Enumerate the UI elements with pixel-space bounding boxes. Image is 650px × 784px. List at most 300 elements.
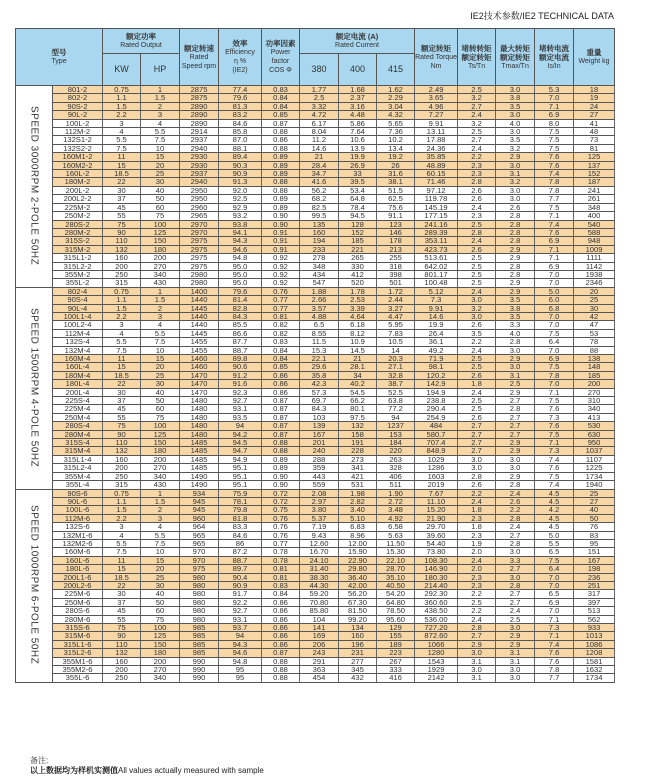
- cell-ts-tn: 2.9: [458, 640, 496, 648]
- cell-weight: 397: [574, 598, 615, 606]
- cell-tmax-tn: 2.8: [496, 220, 535, 228]
- cell-hp: 50: [141, 598, 180, 606]
- cell-type: 200L2-6: [53, 581, 103, 589]
- cell-speed: 945: [180, 497, 219, 505]
- table-row: [16, 624, 615, 632]
- cell-current-380: 11.5: [300, 338, 339, 346]
- cell-kw: 132: [103, 447, 141, 455]
- cell-power-factor: 0.87: [262, 119, 300, 127]
- cell-tmax-tn: 2.8: [496, 212, 535, 220]
- cell-current-415: 7.36: [377, 128, 415, 136]
- cell-current-400: 421: [339, 472, 377, 480]
- cell-weight: 88: [574, 346, 615, 354]
- cell-speed: 2930: [180, 161, 219, 169]
- cell-weight: 1734: [574, 674, 615, 682]
- cell-kw: 37: [103, 598, 141, 606]
- cell-tmax-tn: 2.7: [496, 413, 535, 421]
- cell-type: 160M-4: [53, 355, 103, 363]
- header-ts-en: Ts/Tn: [467, 62, 486, 70]
- cell-tmax-tn: 3.0: [496, 161, 535, 169]
- cell-current-400: 2.82: [339, 497, 377, 505]
- cell-torque: 119.78: [415, 195, 458, 203]
- cell-is-in: 7.5: [535, 128, 574, 136]
- cell-tmax-tn: 2.7: [496, 397, 535, 405]
- cell-current-415: 3.04: [377, 102, 415, 110]
- cell-is-in: 7.6: [535, 153, 574, 161]
- cell-torque: 17.88: [415, 136, 458, 144]
- cell-current-415: 51.5: [377, 186, 415, 194]
- cell-hp: 340: [141, 674, 180, 682]
- cell-speed: 965: [180, 531, 219, 539]
- cell-efficiency: 91.2: [219, 371, 262, 379]
- cell-kw: 30: [103, 186, 141, 194]
- cell-hp: 200: [141, 254, 180, 262]
- cell-weight: 53: [574, 329, 615, 337]
- cell-kw: 55: [103, 212, 141, 220]
- cell-ts-tn: 2.7: [458, 439, 496, 447]
- cell-tmax-tn: 2.9: [496, 245, 535, 253]
- cell-torque: 39.60: [415, 531, 458, 539]
- cell-current-415: 22.10: [377, 556, 415, 564]
- cell-torque: 292.30: [415, 590, 458, 598]
- speed-group-label: [16, 489, 53, 682]
- header-speed-cn: 额定转速: [184, 43, 215, 53]
- cell-ts-tn: 3.2: [458, 304, 496, 312]
- cell-weight: 1734: [574, 472, 615, 480]
- cell-hp: 1: [141, 86, 180, 94]
- cell-current-415: 267: [377, 657, 415, 665]
- cell-power-factor: 0.88: [262, 186, 300, 194]
- cell-current-400: 134: [339, 624, 377, 632]
- cell-efficiency: 79.8: [219, 506, 262, 514]
- cell-weight: 25: [574, 489, 615, 497]
- cell-kw: 3: [103, 321, 141, 329]
- cell-power-factor: 0.83: [262, 581, 300, 589]
- cell-efficiency: 84.6: [219, 119, 262, 127]
- cell-torque: 1286: [415, 464, 458, 472]
- cell-efficiency: 92.0: [219, 186, 262, 194]
- table-row: [16, 388, 615, 396]
- cell-current-380: 8.04: [300, 128, 339, 136]
- cell-hp: 5.5: [141, 531, 180, 539]
- cell-power-factor: 0.86: [262, 388, 300, 396]
- table-row: [16, 304, 615, 312]
- cell-is-in: 7.4: [535, 481, 574, 489]
- note-en: All values actually measured with sample: [118, 766, 264, 775]
- cell-tmax-tn: 3.0: [496, 346, 535, 354]
- cell-current-400: 196: [339, 640, 377, 648]
- cell-weight: 167: [574, 556, 615, 564]
- cell-kw: 110: [103, 439, 141, 447]
- cell-type: 355M2-6: [53, 666, 103, 674]
- cell-kw: 18.5: [103, 170, 141, 178]
- cell-current-380: 243: [300, 649, 339, 657]
- table-row: [16, 102, 615, 110]
- cell-weight: 1632: [574, 666, 615, 674]
- cell-power-factor: 0.81: [262, 573, 300, 581]
- table-row: [16, 186, 615, 194]
- cell-torque: 9.91: [415, 119, 458, 127]
- header-type-cn: 型号: [51, 48, 67, 57]
- cell-efficiency: 94.9: [219, 455, 262, 463]
- cell-tmax-tn: 3.5: [496, 312, 535, 320]
- cell-type: 100L2-4: [53, 321, 103, 329]
- cell-ts-tn: 2.4: [458, 497, 496, 505]
- cell-type: 355M-4: [53, 472, 103, 480]
- cell-type: 90S-2: [53, 102, 103, 110]
- cell-current-400: 14.5: [339, 346, 377, 354]
- cell-current-400: 8.96: [339, 531, 377, 539]
- cell-torque: 14.6: [415, 312, 458, 320]
- cell-hp: 270: [141, 464, 180, 472]
- cell-current-415: 511: [377, 481, 415, 489]
- cell-hp: 340: [141, 472, 180, 480]
- cell-ts-tn: 1.9: [458, 539, 496, 547]
- cell-current-400: 10.9: [339, 338, 377, 346]
- cell-power-factor: 0.89: [262, 153, 300, 161]
- cell-type: 315S-2: [53, 237, 103, 245]
- cell-current-400: 22.90: [339, 556, 377, 564]
- cell-efficiency: 91.6: [219, 380, 262, 388]
- cell-current-415: 27.1: [377, 363, 415, 371]
- cell-torque: 513.61: [415, 254, 458, 262]
- cell-efficiency: 90.4: [219, 573, 262, 581]
- cell-kw: 132: [103, 649, 141, 657]
- cell-weight: 41: [574, 119, 615, 127]
- cell-type: 801-2: [53, 86, 103, 94]
- speed-group-text: SPEED 3000RPM 2-POLE 50HZ: [28, 106, 40, 266]
- table-row: [16, 270, 615, 278]
- cell-weight: 19: [574, 94, 615, 102]
- cell-current-380: 28.4: [300, 161, 339, 169]
- cell-current-415: 155: [377, 632, 415, 640]
- cell-current-380: 35.8: [300, 371, 339, 379]
- cell-hp: 25: [141, 170, 180, 178]
- cell-torque: 1280: [415, 649, 458, 657]
- cell-current-380: 2.08: [300, 489, 339, 497]
- cell-weight: 236: [574, 573, 615, 581]
- cell-current-380: 84.3: [300, 405, 339, 413]
- cell-weight: 588: [574, 228, 615, 236]
- cell-efficiency: 88.7: [219, 556, 262, 564]
- table-row: [16, 581, 615, 589]
- cell-type: 802-4: [53, 287, 103, 295]
- cell-current-415: 38.7: [377, 380, 415, 388]
- cell-efficiency: 91.3: [219, 178, 262, 186]
- cell-current-400: 3.40: [339, 506, 377, 514]
- cell-hp: 2: [141, 304, 180, 312]
- cell-hp: 1: [141, 489, 180, 497]
- header-tmax-en: Tmax/Tn: [501, 62, 529, 70]
- cell-hp: 30: [141, 581, 180, 589]
- cell-is-in: 7.5: [535, 363, 574, 371]
- cell-is-in: 6.9: [535, 355, 574, 363]
- header-hp: HP: [141, 54, 180, 86]
- cell-torque: 872.60: [415, 632, 458, 640]
- cell-current-415: 1.90: [377, 489, 415, 497]
- cell-ts-tn: 2.3: [458, 573, 496, 581]
- cell-efficiency: 94.8: [219, 254, 262, 262]
- cell-efficiency: 94: [219, 632, 262, 640]
- cell-torque: 7.3: [415, 296, 458, 304]
- cell-is-in: 7.0: [535, 573, 574, 581]
- cell-power-factor: 0.84: [262, 94, 300, 102]
- cell-current-400: 56.20: [339, 590, 377, 598]
- cell-kw: 110: [103, 237, 141, 245]
- cell-efficiency: 93.5: [219, 413, 262, 421]
- cell-is-in: 7.4: [535, 640, 574, 648]
- cell-power-factor: 0.76: [262, 523, 300, 531]
- cell-current-380: 69.7: [300, 397, 339, 405]
- table-row: [16, 464, 615, 472]
- cell-type: 200L1-6: [53, 573, 103, 581]
- cell-kw: 1.5: [103, 506, 141, 514]
- cell-current-415: 6.58: [377, 523, 415, 531]
- cell-speed: 985: [180, 649, 219, 657]
- cell-is-in: 7.7: [535, 195, 574, 203]
- cell-power-factor: 0.86: [262, 598, 300, 606]
- cell-speed: 2975: [180, 237, 219, 245]
- cell-weight: 413: [574, 413, 615, 421]
- cell-current-380: 434: [300, 270, 339, 278]
- cell-is-in: 7.0: [535, 312, 574, 320]
- cell-hp: 100: [141, 624, 180, 632]
- cell-is-in: 7.1: [535, 212, 574, 220]
- cell-is-in: 7.5: [535, 136, 574, 144]
- table-row: [16, 237, 615, 245]
- cell-current-400: 132: [339, 422, 377, 430]
- cell-hp: 125: [141, 430, 180, 438]
- cell-speed: 1460: [180, 363, 219, 371]
- header-speed-en: Rated Speed rpm: [181, 53, 217, 70]
- cell-current-400: 33: [339, 170, 377, 178]
- cell-tmax-tn: 3.5: [496, 296, 535, 304]
- cell-is-in: 7.6: [535, 161, 574, 169]
- table-row: [16, 363, 615, 371]
- cell-current-380: 3.57: [300, 304, 339, 312]
- cell-type: 160L-2: [53, 170, 103, 178]
- cell-torque: 360.60: [415, 598, 458, 606]
- cell-current-400: 54.5: [339, 388, 377, 396]
- cell-kw: 55: [103, 615, 141, 623]
- cell-tmax-tn: 2.7: [496, 531, 535, 539]
- cell-hp: 75: [141, 212, 180, 220]
- cell-weight: 76: [574, 523, 615, 531]
- cell-current-415: 213: [377, 245, 415, 253]
- cell-type: 100L-2: [53, 119, 103, 127]
- cell-kw: 5.5: [103, 539, 141, 547]
- cell-kw: 250: [103, 472, 141, 480]
- cell-current-400: 2.53: [339, 296, 377, 304]
- cell-tmax-tn: 3.0: [496, 624, 535, 632]
- header-is-in: [535, 29, 574, 86]
- cell-current-415: 40.50: [377, 581, 415, 589]
- cell-current-380: 135: [300, 220, 339, 228]
- cell-is-in: 4.5: [535, 489, 574, 497]
- cell-tmax-tn: 4.0: [496, 119, 535, 127]
- cell-hp: 430: [141, 481, 180, 489]
- cell-current-380: 3.80: [300, 506, 339, 514]
- cell-tmax-tn: 2.8: [496, 514, 535, 522]
- cell-hp: 180: [141, 649, 180, 657]
- cell-ts-tn: 2.8: [458, 228, 496, 236]
- cell-tmax-tn: 2.4: [496, 607, 535, 615]
- cell-is-in: 4.5: [535, 497, 574, 505]
- cell-type: 132S-6: [53, 523, 103, 531]
- cell-speed: 960: [180, 514, 219, 522]
- cell-current-400: 19.9: [339, 153, 377, 161]
- cell-power-factor: 0.84: [262, 346, 300, 354]
- cell-tmax-tn: 2.9: [496, 439, 535, 447]
- header-torque-cn: 额定转矩: [421, 43, 452, 53]
- cell-power-factor: 0.72: [262, 489, 300, 497]
- cell-weight: 78: [574, 338, 615, 346]
- cell-ts-tn: 2.5: [458, 363, 496, 371]
- cell-power-factor: 0.81: [262, 312, 300, 320]
- cell-efficiency: 89.7: [219, 565, 262, 573]
- cell-power-factor: 0.91: [262, 228, 300, 236]
- cell-weight: 241: [574, 186, 615, 194]
- header-is-en: Is/In: [547, 62, 561, 70]
- cell-kw: 200: [103, 666, 141, 674]
- cell-is-in: 6.4: [535, 338, 574, 346]
- cell-is-in: 7.8: [535, 371, 574, 379]
- cell-weight: 348: [574, 203, 615, 211]
- cell-speed: 1490: [180, 472, 219, 480]
- cell-ts-tn: 2.4: [458, 237, 496, 245]
- cell-tmax-tn: 2.9: [496, 287, 535, 295]
- cell-ts-tn: 2.7: [458, 422, 496, 430]
- cell-efficiency: 88.1: [219, 144, 262, 152]
- cell-power-factor: 0.90: [262, 212, 300, 220]
- table-row: [16, 481, 615, 489]
- header-ts-tn: [458, 29, 496, 86]
- cell-type: 200L-4: [53, 388, 103, 396]
- cell-current-380: 44.30: [300, 581, 339, 589]
- cell-current-380: 42.3: [300, 380, 339, 388]
- cell-hp: 20: [141, 565, 180, 573]
- cell-power-factor: 0.88: [262, 178, 300, 186]
- speed-group-label: [16, 86, 53, 288]
- cell-power-factor: 0.89: [262, 195, 300, 203]
- table-row: [16, 128, 615, 136]
- cell-current-380: 288: [300, 455, 339, 463]
- cell-type: 132S1-2: [53, 136, 103, 144]
- cell-is-in: 7.4: [535, 455, 574, 463]
- cell-type: 315L1-4: [53, 455, 103, 463]
- cell-kw: 315: [103, 279, 141, 287]
- cell-current-400: 345: [339, 666, 377, 674]
- cell-efficiency: 93.1: [219, 405, 262, 413]
- cell-speed: 990: [180, 657, 219, 665]
- cell-efficiency: 92.7: [219, 607, 262, 615]
- cell-efficiency: 84.3: [219, 312, 262, 320]
- cell-efficiency: 94.3: [219, 237, 262, 245]
- cell-speed: 2875: [180, 86, 219, 94]
- table-row: [16, 355, 615, 363]
- cell-current-380: 6.17: [300, 119, 339, 127]
- cell-torque: 2142: [415, 674, 458, 682]
- cell-current-380: 11.2: [300, 136, 339, 144]
- cell-current-400: 6.18: [339, 321, 377, 329]
- cell-efficiency: 93.2: [219, 212, 262, 220]
- cell-tmax-tn: 3.0: [496, 363, 535, 371]
- cell-efficiency: 95.0: [219, 279, 262, 287]
- table-row: [16, 245, 615, 253]
- cell-speed: 980: [180, 598, 219, 606]
- cell-type: 355L-4: [53, 481, 103, 489]
- table-row: [16, 615, 615, 623]
- cell-weight: 948: [574, 237, 615, 245]
- cell-speed: 2950: [180, 186, 219, 194]
- cell-power-factor: 0.83: [262, 86, 300, 94]
- cell-tmax-tn: 4.0: [496, 329, 535, 337]
- cell-ts-tn: 2.5: [458, 254, 496, 262]
- header-weight-en: Weight kg: [578, 58, 610, 65]
- cell-hp: 4: [141, 321, 180, 329]
- cell-hp: 3: [141, 514, 180, 522]
- cell-ts-tn: 2.5: [458, 128, 496, 136]
- table-row: [16, 312, 615, 320]
- cell-type: 315L2-4: [53, 464, 103, 472]
- cell-kw: 75: [103, 220, 141, 228]
- table-row: [16, 254, 615, 262]
- cell-current-415: 31.6: [377, 170, 415, 178]
- cell-current-400: 28.1: [339, 363, 377, 371]
- cell-power-factor: 0.87: [262, 422, 300, 430]
- cell-torque: 13.11: [415, 128, 458, 136]
- cell-power-factor: 0.84: [262, 590, 300, 598]
- cell-torque: 15.20: [415, 506, 458, 514]
- cell-hp: 75: [141, 413, 180, 421]
- cell-type: 132M1-6: [53, 531, 103, 539]
- cell-current-415: 333: [377, 666, 415, 674]
- cell-current-415: 3.48: [377, 506, 415, 514]
- cell-tmax-tn: 3.0: [496, 674, 535, 682]
- cell-tmax-tn: 2.9: [496, 472, 535, 480]
- table-row: [16, 413, 615, 421]
- cell-efficiency: 95.1: [219, 481, 262, 489]
- cell-is-in: 7.5: [535, 556, 574, 564]
- cell-ts-tn: 2.0: [458, 565, 496, 573]
- table-row: [16, 455, 615, 463]
- cell-tmax-tn: 2.6: [496, 497, 535, 505]
- cell-hp: 25: [141, 573, 180, 581]
- cell-kw: 7.5: [103, 144, 141, 152]
- cell-current-400: 10.6: [339, 136, 377, 144]
- cell-current-415: 328: [377, 464, 415, 472]
- cell-current-415: 2.29: [377, 94, 415, 102]
- cell-current-415: 318: [377, 262, 415, 270]
- cell-current-400: 42.00: [339, 581, 377, 589]
- cell-is-in: 7.5: [535, 144, 574, 152]
- cell-type: 280M-4: [53, 430, 103, 438]
- cell-ts-tn: 2.5: [458, 405, 496, 413]
- cell-current-400: 66.2: [339, 397, 377, 405]
- cell-torque: 29.70: [415, 523, 458, 531]
- cell-hp: 270: [141, 666, 180, 674]
- cell-torque: 177.15: [415, 212, 458, 220]
- cell-efficiency: 83.3: [219, 523, 262, 531]
- cell-hp: 60: [141, 405, 180, 413]
- cell-power-factor: 0.81: [262, 565, 300, 573]
- cell-current-400: 265: [339, 254, 377, 262]
- cell-current-380: 103: [300, 413, 339, 421]
- cell-current-400: 7.64: [339, 128, 377, 136]
- cell-power-factor: 0.87: [262, 430, 300, 438]
- cell-efficiency: 89.4: [219, 153, 262, 161]
- cell-ts-tn: 1.8: [458, 506, 496, 514]
